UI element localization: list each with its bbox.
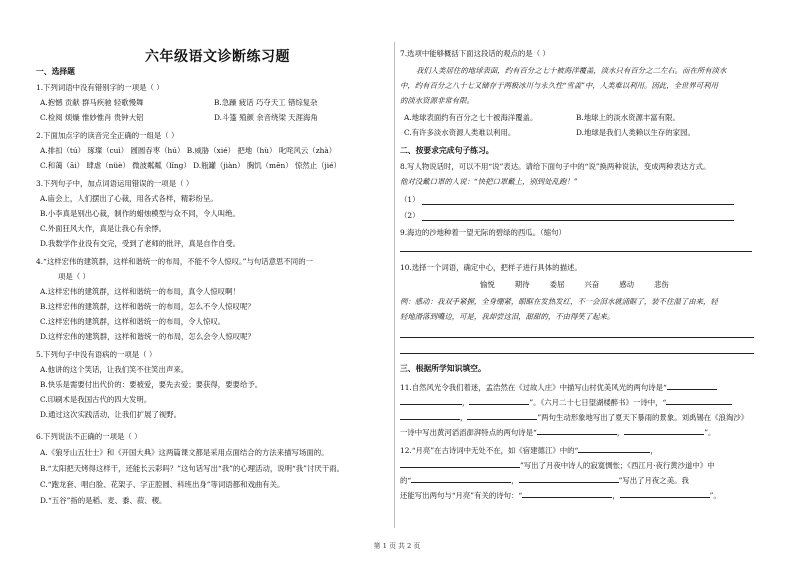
q4-option-b: B.这样宏伟的建筑群，这样和谐统一的布局，怎么不令人惊叹呢？ <box>40 302 255 311</box>
q11-text: ， <box>616 428 625 437</box>
q6-option-c: C.“跑龙套、唱白脸、花架子、字正腔圆、科班出身”等词语都和戏曲有关。 <box>40 480 285 489</box>
q3-option-c: C.外面狂风大作，真是让我心有余悸。 <box>40 224 166 233</box>
q5-stem: 5.下列句子中没有语病的一项是（ ） <box>36 350 157 359</box>
q11-text: ， <box>462 398 470 407</box>
q1-option-c: C.检阅 烦燥 惟妙惟肖 贵钟大铝 <box>40 113 144 122</box>
q7-option-a: A.地球表面约有百分之七十被海洋覆盖。 <box>404 113 538 122</box>
q12-text: ， <box>511 476 519 485</box>
q11-text: 11.自然风光令我们着迷，孟浩然在《过故人庄》中描写山村优美风光的两句诗是“ <box>400 383 667 392</box>
q10-stem: 10.选择一个词语，确定中心，把样子进行具体的描述。 <box>400 263 582 272</box>
q5-option-a: A.他讲的这个笑话，让我们笑不住笑出声来。 <box>40 365 189 374</box>
q8-answer-2-line[interactable] <box>422 220 734 221</box>
q7-option-d: D.地球是我们人类赖以生存的家园。 <box>576 128 695 137</box>
q3-option-d: D.我数学作业没有交完，受到了老师的批评，真是自作自受。 <box>40 239 241 248</box>
q12-text: ， <box>650 446 658 455</box>
q12-line-1 <box>400 445 658 454</box>
q11-line-2 <box>400 397 732 406</box>
q8-stem: 8.写人物说话时，可以不用“说”表达。请给下面句子中的“说”换两种说法，变成两种表达方式。 <box>400 162 711 171</box>
q2-stem: 2.下面加点字的读音完全正确的一组是（ ） <box>36 131 179 140</box>
q11-blank[interactable] <box>624 427 704 435</box>
page-footer: 第 1 页 共 2 页 <box>373 542 421 550</box>
q7-option-b: B.地球上的淡水资源丰富有限。 <box>576 113 680 122</box>
q4-stem: 4.“这样宏伟的建筑群，这样和谐统一的布局，不能不令人惊叹。”与句话意思不同的一 <box>36 257 313 266</box>
q7-stem: 7.选项中能够概括下面这段话的观点的是（ ） <box>400 49 550 58</box>
q12-blank[interactable] <box>578 445 650 453</box>
q12-blank[interactable] <box>400 460 520 468</box>
column-divider <box>394 42 395 528</box>
q11-text: ”。 <box>704 428 716 437</box>
q12-text: ， <box>612 491 620 500</box>
q1-option-a: A.抱憾 贡献 群马疾驰 轻歌慢舞 <box>40 98 144 107</box>
q8-answer-1-label: （1） <box>400 195 420 204</box>
q12-line-4 <box>400 490 721 499</box>
q3-option-a: A.庙会上，人们摆出了心裁，用各式各样，精彩纷呈。 <box>40 194 218 203</box>
q1-option-b: B.急躁 疲话 巧夺天工 错综复杂 <box>214 98 318 107</box>
q11-line-4 <box>400 427 715 436</box>
q7-option-c: C.有许多淡水资源人类难以利用。 <box>404 128 516 137</box>
section-heading-choice: 一、选择题 <box>36 67 75 76</box>
q10-example-line-2: 轻地滑落到嘴边，可是，我却尝这泪，甜甜的，不由得笑了起来。 <box>400 312 615 321</box>
q10-word: 期待 <box>514 280 530 289</box>
q11-blank[interactable] <box>537 427 617 435</box>
q9-answer-line[interactable] <box>400 251 752 252</box>
q12-blank[interactable] <box>519 475 619 483</box>
q11-text: ”。《六月二十七日望湖楼醉书》一诗中，“ <box>529 398 667 407</box>
q12-text: 还能写出两句与“月亮”有关的诗句：“ <box>400 491 523 500</box>
q12-text: ”。 <box>709 491 721 500</box>
q1-stem: 1.下列词语中没有错别字的一项是（ ） <box>36 83 164 92</box>
q12-blank[interactable] <box>522 490 612 498</box>
q11-blank[interactable] <box>467 412 537 420</box>
q10-word-list <box>480 281 689 288</box>
q4-option-d: D.这样宏伟的建筑群，这样和谐统一的布局，怎么会令人惊叹呢？ <box>40 332 255 341</box>
q11-line-3 <box>400 412 748 421</box>
section-heading-sentences: 二、按要求完成句子练习。 <box>400 146 494 155</box>
q11-text: 一诗中写出黄河滔滔澎湃特点的两句诗是“ <box>400 428 537 437</box>
q4-stem-cont: 项是（ ） <box>58 272 90 281</box>
q10-answer-line-1[interactable] <box>400 337 754 338</box>
q6-option-a: A.《狼牙山五壮士》和《开国大典》这两篇课文都是采用点面结合的方法来描写场面的。 <box>40 448 329 457</box>
q8-quote: 他对没戴口罩的人说：“快把口罩戴上，别到处乱跑！” <box>400 177 578 186</box>
q12-blank[interactable] <box>620 490 710 498</box>
section-heading-fill: 三、根据所学知识填空。 <box>400 364 486 373</box>
q4-option-c: C.这样宏伟的建筑群，这样和谐统一的布局，令人惊叹。 <box>40 317 226 326</box>
q11-text: ， <box>460 413 468 422</box>
q10-word: 感动 <box>619 280 634 289</box>
q11-blank[interactable] <box>469 397 529 405</box>
q10-word: 委屈 <box>549 280 565 289</box>
q6-stem: 6.下列说法不正确的一项是（ ） <box>36 432 142 441</box>
page-title: 六年级语文诊断练习题 <box>145 49 290 65</box>
q2-options-cd: C.和蔼（āi） 肆虐（nüè） 微波粼粼（lǐng） D.瓶罐（jiàn） 胸饥（mēn） 惊然止（jié） <box>40 161 341 170</box>
q3-stem: 3.下列句子中，加点词语运用错误的一项是（ ） <box>36 179 194 188</box>
q12-text: 的“ <box>400 476 412 485</box>
q5-option-b: B.快乐是需要付出代价的：要被爱，要先去爱；要获得，要要给予。 <box>40 380 263 389</box>
q11-blank[interactable] <box>400 412 460 420</box>
q10-word: 愉悦 <box>480 280 495 289</box>
q7-passage-line-1: 我们人类居住的地球表面，约有百分之七十被海洋覆盖，淡水只有百分之二左右。而在所有淡水 <box>416 66 727 75</box>
q11-line-1 <box>400 382 717 391</box>
q10-word: 兴奋 <box>584 280 600 289</box>
q12-line-3 <box>400 475 689 484</box>
q2-options-ab: A.排扣（tú） 琢璨（cuì） 圆圆吞枣（hú） B.威胁（xié） 把地（hù） 叱咤风云（zhà） <box>40 146 337 155</box>
q7-passage-line-3: 的淡水资源非常有限。 <box>400 96 474 105</box>
q7-passage-line-2: 中，约有百分之八十七又储存于两极冰川与永久性“雪盖”中，人类难以利用。因此，全世界可利用 <box>400 81 718 90</box>
q11-blank[interactable] <box>400 397 462 405</box>
q12-text: 12.“月亮”在古诗词中无处不在，如《宿建德江》中的“ <box>400 446 579 455</box>
q8-answer-2-label: （2） <box>400 211 420 220</box>
q11-text: ”两句生动形象地写出了夏天下暴雨的景象。刘禹锡在《浪淘沙》 <box>537 413 749 422</box>
q12-text: ”写出了月夜之美。我 <box>618 476 689 485</box>
q10-example-line-1: 例：感动：我双手紧握，全身绷紧，眼眶在发热发红，不一会泪水就涌眶了，装不住温了由来，轻 <box>400 297 718 306</box>
q9-stem: 9.海边的沙地种着一望无际的碧绿的西瓜。（缩句） <box>400 228 566 237</box>
q5-option-d: D.通过这次实践活动，让我们扩展了视野。 <box>40 410 182 419</box>
q1-option-d: D.斗篷 殖颜 余音绕梁 天涯海角 <box>214 113 318 122</box>
q10-word: 悲伤 <box>653 280 669 289</box>
q10-answer-line-2[interactable] <box>400 353 754 354</box>
q11-blank[interactable] <box>666 397 732 405</box>
q5-option-c: C.印刷术是我国古代的四大发明。 <box>40 395 152 404</box>
q4-option-a: A.这样宏伟的建筑群，这样和谐统一的布局，真令人惊叹啊！ <box>40 287 240 296</box>
q12-blank[interactable] <box>411 475 511 483</box>
q11-blank[interactable] <box>667 382 717 390</box>
q12-text: ”写出了月夜中诗人的寂寞惆怅；《西江月·夜行黄沙道中》中 <box>520 461 715 470</box>
q6-option-b: B.“太阳把天烤得这样干，还能长云彩吗？”这句话写出“我”的心理活动，说明“我”讨厌干雨。 <box>40 464 344 473</box>
q3-option-b: B.小李真是别出心裁，制作的蜡烛模型与众不同，令人叫绝。 <box>40 209 240 218</box>
q12-line-2 <box>400 460 715 469</box>
q6-option-d: D.“五谷”指的是稻、麦、黍、菽、稷。 <box>40 496 167 505</box>
q8-answer-1-line[interactable] <box>422 204 734 205</box>
